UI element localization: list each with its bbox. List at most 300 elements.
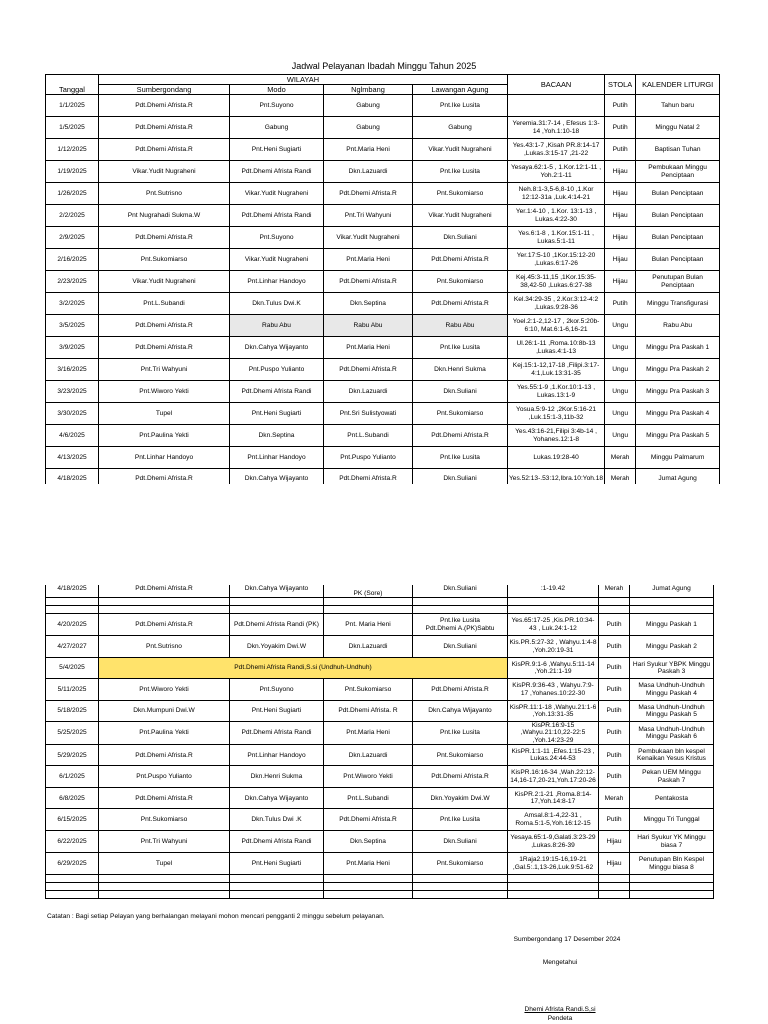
cell-modo: Pdt.Dhemi Afrista Randi [230,831,324,853]
cell-sumbergondang: Pnt.Puspo Yulianto [99,766,230,788]
cell-modo: Pnt.Suyono [230,227,324,249]
cell-nglmbang: Pnt.Sri Sulistyowati [324,403,413,425]
cell-nglmbang: Gabung [324,117,413,139]
cell-bacaan: Kel.34:29-35 , 2.Kor.3:12-4:2 ,Lukas.9:28-36 [508,293,605,315]
cell-sumbergondang: Pdt.Dhemi Afrista.R [99,337,230,359]
cell-bacaan: Ul.26:1-11 ,Roma.10:8b-13 ,Lukas.4:1-13 [508,337,605,359]
cell-tanggal: 4/13/2025 [46,447,99,469]
cell-kalender: Pentakosta [630,788,714,809]
cell-stola: Hijau [605,249,636,271]
cell-lawangan: Dkn.Suliani [413,227,508,249]
cell-stola: Putih [599,766,630,788]
cell-bacaan: Yes.55:1-9 ,1.Kor.10:1-13 , Lukas.13:1-9 [508,381,605,403]
cell-nglmbang: Pdt.Dhemi Afrista.R [324,359,413,381]
cell-nglmbang: Pnt.Wiworo Yekti [324,766,413,788]
cell-bacaan: Yes.52:13-.53:12,Ibra.10:Yoh.18 [508,469,605,489]
cell-kalender: Bulan Penciptaan [636,227,720,249]
cell-sumbergondang: Pdt.Dhemi Afrista.R [99,614,230,636]
cell-stola: Merah [599,581,630,598]
cell-lawangan: Pnt.Ike Lusita [413,337,508,359]
table-row [46,788,714,809]
cell-stola: Ungu [605,381,636,403]
cell-modo: Pnt.Linhar Handoyo [230,447,324,469]
cell-modo: Rabu Abu [230,315,324,337]
cell-nglmbang: Pnt.Puspo Yulianto [324,447,413,469]
cell-tanggal: 5/25/2025 [46,722,99,745]
cell-kalender: Minggu Pra Paskah 1 [636,337,720,359]
cell-modo: Pdt.Dhemi Afrista Randi (PK) [230,614,324,636]
cell-nglmbang: Pdt.Dhemi Afrista.R [324,469,413,489]
table-row [46,447,720,469]
cell-sumbergondang: Pnt.L.Subandi [99,293,230,315]
cell-lawangan: Pdt.Dhemi Afrista.R [413,425,508,447]
cell-stola: Merah [605,447,636,469]
cell-tanggal: 4/6/2025 [46,425,99,447]
cell-kalender: Hari Syukur YBPK Minggu Paskah 3 [630,658,714,679]
cell-kalender: Bulan Penciptaan [636,183,720,205]
cell-sumbergondang: Pnt.Wiworo Yekti [99,679,230,701]
cell-nglmbang: Pnt.Tri Wahyuni [324,205,413,227]
cell-sumbergondang: Pnt.Sutrisno [99,636,230,658]
cell-kalender: Minggu Pra Paskah 4 [636,403,720,425]
empty-row [46,606,714,614]
cell-stola: Hijau [605,205,636,227]
cell-sumbergondang: Pdt.Dhemi Afrista.R [99,581,230,598]
table-row [46,766,714,788]
cell-nglmbang: Pnt.L.Subandi [324,788,413,809]
cell-kalender: Minggu Pra Paskah 2 [636,359,720,381]
cell-kalender: Minggu Pra Paskah 3 [636,381,720,403]
cell-modo: Pnt.Puspo Yulianto [230,359,324,381]
cell-lawangan: Dkn.Henri Sukma [413,359,508,381]
cell-lawangan: Pdt.Dhemi Afrista.R [413,766,508,788]
cell-sumbergondang: Pdt.Dhemi Afrista.R [99,315,230,337]
cell-lawangan: Dkn.Suliani [413,381,508,403]
cell-bacaan: Amsal.8:1-4,22-31 , Roma.5:1-5,Yoh.16:12-15 [508,809,599,831]
cell-sumbergondang: Pdt.Dhemi Afrista.R [99,139,230,161]
header-tanggal: Tanggal [46,85,99,95]
cell-bacaan: KisPR.16:9-15 ,Wahyu.21:10,22-22:5 ,Yoh.14:23-29 [508,722,599,745]
cell-nglmbang: Pdt.Dhemi Afrista. R [324,701,413,722]
cell-lawangan: Dkn.Cahya Wijayanto [413,701,508,722]
cell-modo: Dkn.Cahya Wijayanto [230,469,324,489]
table-row [46,249,720,271]
cell-nglmbang: Dkn.Septina [324,831,413,853]
table-row [46,227,720,249]
cell-lawangan: Dkn.Suliani [413,581,508,598]
table-row [46,183,720,205]
cell-stola: Ungu [605,337,636,359]
cell-modo: Pdt.Dhemi Afrista Randi [230,161,324,183]
table-row [46,679,714,701]
cell-nglmbang: Pnt.Maria Heni [324,722,413,745]
page-1 [0,0,768,490]
cell-nglmbang: Dkn.Lazuardi [324,381,413,403]
cell-lawangan: Pnt.Ike Lusita [413,95,508,117]
cell-kalender: Minggu Transfigurasi [636,293,720,315]
cell-stola: Hijau [605,227,636,249]
cell-kalender: Minggu Tri Tunggal [630,809,714,831]
cell-modo: Dkn.Cahya Wijayanto [230,581,324,598]
cell-tanggal: 2/9/2025 [46,227,99,249]
cell-lawangan: Pdt.Dhemi Afrista.R [413,293,508,315]
header-modo: Modo [230,85,324,95]
cell-modo: Pnt.Heni Sugiarti [230,701,324,722]
cell-sumbergondang: Pdt.Dhemi Afrista.R [99,117,230,139]
cell-kalender: Jumat Agung [636,469,720,489]
cell-tanggal: 1/26/2025 [46,183,99,205]
cell-bacaan: KisPR.9:36-43 , Wahyu.7:9-17 ,Yohanes.10:22-30 [508,679,599,701]
table-row [46,658,714,679]
cell-modo: Pdt.Dhemi Afrista Randi [230,381,324,403]
cell-kalender: Minggu Palmarum [636,447,720,469]
cell-modo: Gabung [230,117,324,139]
cell-nglmbang: Dkn.Lazuardi [324,745,413,766]
note-text: Catatan : Bagi setiap Pelayan yang berhalangan melayani mohon mencari pengganti 2 minggu sebelum pelayanan. [47,913,385,920]
cell-sumbergondang: Pnt Nugrahadi Sukma.W [99,205,230,227]
cell-tanggal: 6/29/2025 [46,853,99,875]
cell-tanggal: 6/1/2025 [46,766,99,788]
signature-approved-label: Mengetahui [542,959,578,966]
cell-sumbergondang: Pnt.Sukomiarso [99,249,230,271]
table-row [46,701,714,722]
schedule-table-page-1 [45,74,720,489]
cell-stola: Putih [599,636,630,658]
cell-bacaan: Yes.43:16-21,Filipi 3:4b-14 , Yohanes.12:1-8 [508,425,605,447]
cell-kalender: Baptisan Tuhan [636,139,720,161]
cell-lawangan: Dkn.Suliani [413,831,508,853]
cell-sumbergondang: Pdt.Dhemi Afrista.R [99,788,230,809]
cell-kalender: Jumat Agung [630,581,714,598]
cell-bacaan: Yesaya.62:1-5 , 1.Kor.12:1-11 , Yoh.2:1-11 [508,161,605,183]
cell-tanggal: 2/2/2025 [46,205,99,227]
cell-lawangan: Pnt.Ike Lusita Pdt.Dhemi A.(PK)Sabtu [413,614,508,636]
cell-lawangan: Pnt.Ike Lusita [413,447,508,469]
cell-modo: Vikar.Yudit Nugraheni [230,183,324,205]
cell-modo: Dkn.Septina [230,425,324,447]
page-2 [0,580,768,1024]
cell-bacaan: Kis.PR.5:27-32 , Wahyu.1:4-8 ,Yoh.20:19-31 [508,636,599,658]
cell-modo: Dkn.Cahya Wijayanto [230,337,324,359]
cell-modo: Pnt.Heni Sugiarti [230,403,324,425]
table-row [46,139,720,161]
cell-nglmbang: Pdt.Dhemi Afrista.R [324,271,413,293]
cell-stola: Putih [599,614,630,636]
cell-nglmbang: Pnt. Maria Heni [324,614,413,636]
header-blank-cell [46,75,99,85]
cell-nglmbang: Rabu Abu [324,315,413,337]
cell-tanggal: 2/23/2025 [46,271,99,293]
cell-bacaan: Neh.8:1-3,5-6,8-10 ,1.Kor 12:12-31a ,Luk.4:14-21 [508,183,605,205]
cell-lawangan: Vikar.Yudit Nugraheni [413,205,508,227]
empty-row [46,891,714,899]
cell-kalender: Penutupan Bln Kespel Minggu biasa 8 [630,853,714,875]
cell-stola: Putih [605,117,636,139]
cell-bacaan: Kej.15:1-12,17-18 ,Filipi.3:17-4:1,Luk.13:31-35 [508,359,605,381]
cell-stola: Merah [599,788,630,809]
cell-stola: Hijau [599,831,630,853]
table-row [46,271,720,293]
cell-lawangan: Pnt.Sukomiarso [413,183,508,205]
cell-kalender: Penutupan Bulan Penciptaan [636,271,720,293]
cell-lawangan: Pdt.Dhemi Afrista.R [413,249,508,271]
cell-stola: Ungu [605,315,636,337]
cell-bacaan: Yes.6:1-8 , 1.Kor.15:1-11 , Lukas.5:1-11 [508,227,605,249]
cell-bacaan: Yeremia.31:7-14 , Efesus 1:3-14 ,Yoh.1:10-18 [508,117,605,139]
cell-kalender: Minggu Natal 2 [636,117,720,139]
cell-sumbergondang: Tupel [99,403,230,425]
cell-sumbergondang: Pnt.Sutrisno [99,183,230,205]
cell-nglmbang: Pnt.Maria Heni [324,337,413,359]
cell-sumbergondang: Vikar.Yudit Nugraheni [99,271,230,293]
cell-tanggal: 4/27/2027 [46,636,99,658]
cell-stola: Putih [605,293,636,315]
cell-nglmbang: Pnt.Maria Heni [324,249,413,271]
cell-sumbergondang: Pdt.Dhemi Afrista.R [99,469,230,489]
cell-stola: Hijau [605,161,636,183]
cell-bacaan: Yes.43:1-7 ,Kisah PR.8:14-17 ,Lukas.3:15-17 ,21-22 [508,139,605,161]
cell-sumbergondang: Vikar.Yudit Nugraheni [99,161,230,183]
cell-tanggal: 3/30/2025 [46,403,99,425]
cell-nglmbang: Pdt.Dhemi Afrista.R [324,809,413,831]
cell-kalender: Minggu Paskah 2 [630,636,714,658]
empty-row [46,883,714,891]
table-row [46,831,714,853]
cell-kalender: Rabu Abu [636,315,720,337]
cell-kalender: Pembukaan bln kespel Kenaikan Yesus Kristus [630,745,714,766]
table-row [46,809,714,831]
header-stola: STOLA [605,75,636,95]
cell-kalender: Minggu Pra Paskah 5 [636,425,720,447]
cell-nglmbang: Pnt.Maria Heni [324,853,413,875]
cell-stola: Hijau [599,853,630,875]
cell-nglmbang: Pnt.Sukomiarso [324,679,413,701]
cell-sumbergondang: Pnt.Linhar Handoyo [99,447,230,469]
table-row [46,315,720,337]
cell-kalender: Bulan Penciptaan [636,249,720,271]
cell-stola: Putih [599,722,630,745]
cell-tanggal: 5/18/2025 [46,701,99,722]
cell-sumbergondang: Tupel [99,853,230,875]
cell-bacaan: 1Raja2.19:15-16,19-21 ,Gal.5:.1,13-26,Luk.9:51-62 [508,853,599,875]
cell-tanggal: 6/15/2025 [46,809,99,831]
cell-modo: Dkn.Tulus Dwi.K [230,293,324,315]
cell-tanggal: 4/18/2025 [46,469,99,489]
cell-sumbergondang: Dkn.Mumpuni Dwi.W [99,701,230,722]
cell-modo: Pnt.Suyono [230,679,324,701]
cell-modo: Pnt.Linhar Handoyo [230,271,324,293]
cell-bacaan: KisPR.1:1-11 ,Efes.1:15-23 , Lukas.24:44-53 [508,745,599,766]
table-row [46,722,714,745]
cell-lawangan: Dkn.Yoyakim Dwi.W [413,788,508,809]
cell-lawangan: Gabung [413,117,508,139]
cell-lawangan: Pnt.Sukomiarso [413,271,508,293]
cell-kalender: Hari Syukur YK Minggu biasa 7 [630,831,714,853]
cell-lawangan: Pnt.Sukomiarso [413,853,508,875]
header-wilayah: WILAYAH [99,75,508,85]
table-row [46,636,714,658]
cell-nglmbang: Pdt.Dhemi Afrista.R [324,183,413,205]
cell-bacaan: :1-19.42 [508,581,599,598]
cell-tanggal: 3/5/2025 [46,315,99,337]
signature-name: Dhemi Afrista Randi.S,si [524,1006,596,1013]
header-sumbergondang: Sumbergondang [99,85,230,95]
cell-lawangan: Rabu Abu [413,315,508,337]
cell-sumbergondang: Pnt.Sukomiarso [99,809,230,831]
table-row [46,205,720,227]
cell-lawangan: Pnt.Sukomiarso [413,745,508,766]
cell-lawangan: Pdt.Dhemi Afrista.R [413,679,508,701]
cell-bacaan: Yoel.2:1-2,12-17 , 2kor.5:20b-6:10, Mat.6:1-6,16-21 [508,315,605,337]
cell-nglmbang: Pnt.Maria Heni [324,139,413,161]
cell-modo: Pdt.Dhemi Afrista Randi [230,205,324,227]
cell-stola: Ungu [605,403,636,425]
cell-bacaan [508,95,605,117]
cell-tanggal: 3/23/2025 [46,381,99,403]
table-row [46,381,720,403]
table-row [46,117,720,139]
cell-kalender: Pembukaan Minggu Penciptaan [636,161,720,183]
cell-nglmbang: PK (Sore) [324,581,413,598]
cell-modo: Pnt.Heni Sugiarti [230,853,324,875]
cell-stola: Putih [605,95,636,117]
cell-lawangan: Pnt.Sukomiarso [413,403,508,425]
cell-tanggal: 3/2/2025 [46,293,99,315]
cell-bacaan: KisPR.9:1-6 ,Wahyu.5:11-14 ,Yoh.21:1-19 [508,658,599,679]
cell-bacaan: Yer.1:4-10 , 1.Kor. 13:1-13 , Lukas.4:22-30 [508,205,605,227]
cell-stola: Hijau [605,271,636,293]
cell-merged-service: Pdt.Dhemi Afrista Randi,S.si (Undhuh-Undhuh) [99,658,508,679]
cell-tanggal: 4/18/2025 [46,581,99,598]
cell-stola: Putih [599,679,630,701]
page-1-cut-edge [0,484,768,490]
table-row [46,293,720,315]
table-row [46,745,714,766]
cell-sumbergondang: Pnt.Tri Wahyuni [99,831,230,853]
cell-nglmbang: Vikar.Yudit Nugraheni [324,227,413,249]
cell-sumbergondang: Pnt.Tri Wahyuni [99,359,230,381]
cell-modo: Dkn.Tulus Dwi .K [230,809,324,831]
header-lawangan-agung: Lawangan Agung [413,85,508,95]
cell-modo: Pdt.Dhemi Afrista Randi [230,722,324,745]
cell-kalender: Minggu Paskah 1 [630,614,714,636]
cell-stola: Putih [599,809,630,831]
cell-tanggal: 5/29/2025 [46,745,99,766]
cell-sumbergondang: Pdt.Dhemi Afrista.R [99,95,230,117]
empty-row [46,875,714,883]
cell-stola: Putih [599,658,630,679]
cell-nglmbang: Dkn.Lazuardi [324,161,413,183]
cell-sumbergondang: Pnt.Wiworo Yekti [99,381,230,403]
cell-bacaan: Yes.65:17-25 ,Kis.PR.10:34-43 , Luk.24:1-12 [508,614,599,636]
cell-lawangan: Pnt.Ike Lusita [413,722,508,745]
cell-lawangan: Dkn.Suliani [413,636,508,658]
cell-bacaan: Yesaya.65:1-9,Galati.3:23-29 ,Lukas.8:26-39 [508,831,599,853]
cell-kalender: Pekan UEM Minggu Paskah 7 [630,766,714,788]
cell-tanggal: 3/9/2025 [46,337,99,359]
cell-stola: Putih [605,139,636,161]
schedule-table-page-2 [45,580,714,899]
empty-row [46,598,714,606]
cell-bacaan: KisPR.2:1-21 ,Roma.8:14-17,Yoh.14:8-17 [508,788,599,809]
signature-role: Pendeta [547,1015,573,1022]
cell-bacaan: KisPR.16:16-34 ,Wah.22:12-14,16-17,20-21,Yoh.17:20-26 [508,766,599,788]
cell-sumbergondang: Pdt.Dhemi Afrista.R [99,745,230,766]
cell-nglmbang: Dkn.Lazuardi [324,636,413,658]
page-2-cut-edge [0,580,768,585]
cell-bacaan: Lukas.19:28-40 [508,447,605,469]
cell-lawangan: Dkn.Suliani [413,469,508,489]
cell-tanggal: 6/22/2025 [46,831,99,853]
cell-nglmbang: Pnt.L.Subandi [324,425,413,447]
cell-tanggal: 6/8/2025 [46,788,99,809]
cell-bacaan: KisPR.11:1-18 ,Wahyu.21:1-6 ,Yoh.13:31-35 [508,701,599,722]
cell-kalender: Masa Undhuh-Undhuh Minggu Paskah 6 [630,722,714,745]
signature-place-date: Sumbergondang 17 Desember 2024 [513,936,621,943]
cell-bacaan: Kej.45:3-11,15 ,1Kor.15:35-38,42-50 ,Lukas.6:27-38 [508,271,605,293]
document-title: Jadwal Pelayanan Ibadah Minggu Tahun 2025 [291,61,477,71]
cell-modo: Dkn.Yoyakim Dwi.W [230,636,324,658]
cell-tanggal: 3/16/2025 [46,359,99,381]
cell-tanggal: 5/4/2025 [46,658,99,679]
cell-stola: Merah [605,469,636,489]
cell-bacaan: Yosua.5:9-12 ,2Kor.5:16-21 ,Luk.15:1-3,11b-32 [508,403,605,425]
cell-modo: Dkn.Cahya Wijayanto [230,788,324,809]
cell-nglmbang: Dkn.Septina [324,293,413,315]
header-kalender-liturgi: KALENDER LITURGI [636,75,720,95]
table-row [46,403,720,425]
cell-tanggal: 1/12/2025 [46,139,99,161]
cell-modo: Vikar.Yudit Nugraheni [230,249,324,271]
cell-kalender: Tahun baru [636,95,720,117]
cell-tanggal: 5/11/2025 [46,679,99,701]
cell-tanggal: 1/19/2025 [46,161,99,183]
cell-sumbergondang: Pnt.Paulina Yekti [99,722,230,745]
cell-tanggal: 1/1/2025 [46,95,99,117]
cell-stola: Hijau [605,183,636,205]
cell-kalender: Bulan Penciptaan [636,205,720,227]
cell-lawangan: Pnt.Ike Lusita [413,809,508,831]
cell-modo: Dkn.Henri Sukma [230,766,324,788]
cell-sumbergondang: Pnt.Paulina Yekti [99,425,230,447]
cell-kalender: Masa Undhuh-Undhuh Minggu Paskah 5 [630,701,714,722]
cell-stola: Ungu [605,359,636,381]
header-bacaan: BACAAN [508,75,605,95]
cell-nglmbang: Gabung [324,95,413,117]
table-row [46,425,720,447]
cell-lawangan: Pnt.Ike Lusita [413,161,508,183]
cell-modo: Pnt.Linhar Handoyo [230,745,324,766]
table-row [46,337,720,359]
cell-tanggal: 2/16/2025 [46,249,99,271]
cell-stola: Ungu [605,425,636,447]
cell-modo: Pnt.Suyono [230,95,324,117]
table-row [46,614,714,636]
cell-kalender: Masa Undhuh-Undhuh Minggu Paskah 4 [630,679,714,701]
cell-sumbergondang: Pdt.Dhemi Afrista.R [99,227,230,249]
header-nglmbang: Nglmbang [324,85,413,95]
cell-modo: Pnt.Heni Sugiarti [230,139,324,161]
cell-bacaan: Yer.17:5-10 ,1Kor.15:12-20 ,Lukas.6:17-26 [508,249,605,271]
table-row [46,359,720,381]
cell-stola: Putih [599,745,630,766]
cell-tanggal: 1/5/2025 [46,117,99,139]
table-row [46,95,720,117]
table-row [46,161,720,183]
cell-tanggal: 4/20/2025 [46,614,99,636]
cell-lawangan: Vikar.Yudit Nugraheni [413,139,508,161]
table-row [46,853,714,875]
